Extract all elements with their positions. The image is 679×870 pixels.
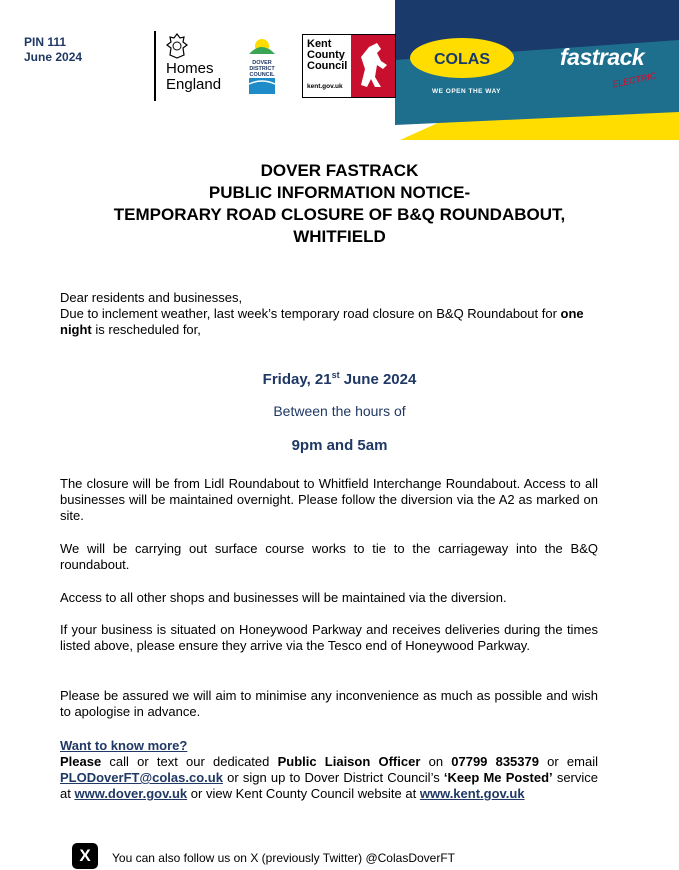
colas-tagline: WE OPEN THE WAY <box>432 88 502 95</box>
kent-website-link[interactable]: www.kent.gov.uk <box>419 786 525 801</box>
contact-phone: 07799 835379 <box>451 754 539 769</box>
contact-text-3: or email <box>538 754 599 769</box>
between-hours-label: Between the hours of <box>273 403 406 419</box>
dover-district-council-logo <box>243 36 281 96</box>
contact-section <box>60 738 598 802</box>
kcc-website: kent.gov.uk <box>307 83 343 90</box>
want-to-know-more-link[interactable]: Want to know more? <box>60 738 188 753</box>
ddc-line3: COUNCIL <box>249 72 275 78</box>
paragraph-shop-access: Access to all other shops and businesses will be maintained via the diversion. <box>60 590 507 605</box>
royal-crest-icon <box>166 33 188 59</box>
contact-text-2: on <box>420 754 452 769</box>
date-prefix: Friday, 21 <box>262 371 332 388</box>
intro-text-after: is rescheduled for, <box>91 322 201 337</box>
homes-england-line2: England <box>166 76 222 93</box>
intro-text-before: Due to inclement weather, last week’s temporary road closure on B&Q Roundabout for <box>60 306 561 321</box>
intro-paragraph <box>60 290 598 338</box>
kcc-line1: Kent <box>307 38 332 50</box>
contact-text-4: or sign up to Dover District Council’s <box>222 770 444 785</box>
contact-text-1: call or text our dedicated <box>101 754 278 769</box>
kcc-line2: County <box>307 49 345 61</box>
email-link[interactable]: PLODoverFT@colas.co.uk <box>60 770 223 785</box>
contact-text-6: or view Kent County Council website at <box>187 786 420 801</box>
pin-date: June 2024 <box>24 50 83 64</box>
notice-title <box>0 160 679 248</box>
x-twitter-icon[interactable]: X <box>72 843 98 869</box>
colas-logo-text: COLAS <box>434 51 490 68</box>
homes-england-line1: Homes <box>166 60 214 77</box>
paragraph-apology: Please be assured we will aim to minimise any inconvenience as much as possible and wish to apologise in advance. <box>60 688 598 719</box>
dover-website-link[interactable]: www.dover.gov.uk <box>74 786 188 801</box>
public-liaison-officer-label: Public Liaison Officer <box>277 754 421 769</box>
title-line4: WHITFIELD <box>293 227 386 246</box>
date-ordinal: st <box>331 370 340 380</box>
title-line3: TEMPORARY ROAD CLOSURE OF B&Q ROUNDABOUT, <box>113 205 566 224</box>
paragraph-surface-works: We will be carrying out surface course works to tie to the carriageway into the B&Q roundabout. <box>60 541 598 572</box>
pin-number: PIN 111 <box>24 35 67 49</box>
paragraph-closure-route: The closure will be from Lidl Roundabout to Whitfield Interchange Roundabout. Access to all businesses will be maintained overnight. Please follow the diversion via the A2 as marked on site. <box>60 476 598 523</box>
fastrack-electric-label: ELECTRIC <box>611 70 658 90</box>
contact-text-5: service at <box>60 770 598 801</box>
date-suffix: June 2024 <box>339 371 417 388</box>
social-follow-text: You can also follow us on X (previously Twitter) @ColasDoverFT <box>112 851 455 865</box>
ddc-line1: DOVER <box>252 60 272 66</box>
contact-please: Please <box>60 754 102 769</box>
homes-england-logo <box>154 31 236 101</box>
paragraph-deliveries: If your business is situated on Honeywood Parkway and receives deliveries during the times listed above, please ensure they arrive via the Tesco end of Honeywood Parkway. <box>60 622 598 653</box>
fastrack-logo: fastrack <box>560 44 645 70</box>
keep-me-posted-label: ‘Keep Me Posted’ <box>443 770 553 785</box>
kcc-line3: Council <box>307 60 348 72</box>
kent-county-council-logo <box>302 34 396 98</box>
ddc-line2: DISTRICT <box>249 66 275 72</box>
title-line2: PUBLIC INFORMATION NOTICE- <box>208 183 471 202</box>
intro-bold: one night <box>60 306 584 337</box>
title-line1: DOVER FASTRACK <box>260 161 419 180</box>
closure-date <box>0 370 679 388</box>
greeting: Dear residents and businesses, <box>60 290 243 305</box>
closure-hours: 9pm and 5am <box>291 437 388 454</box>
kent-horse-icon <box>351 35 395 97</box>
